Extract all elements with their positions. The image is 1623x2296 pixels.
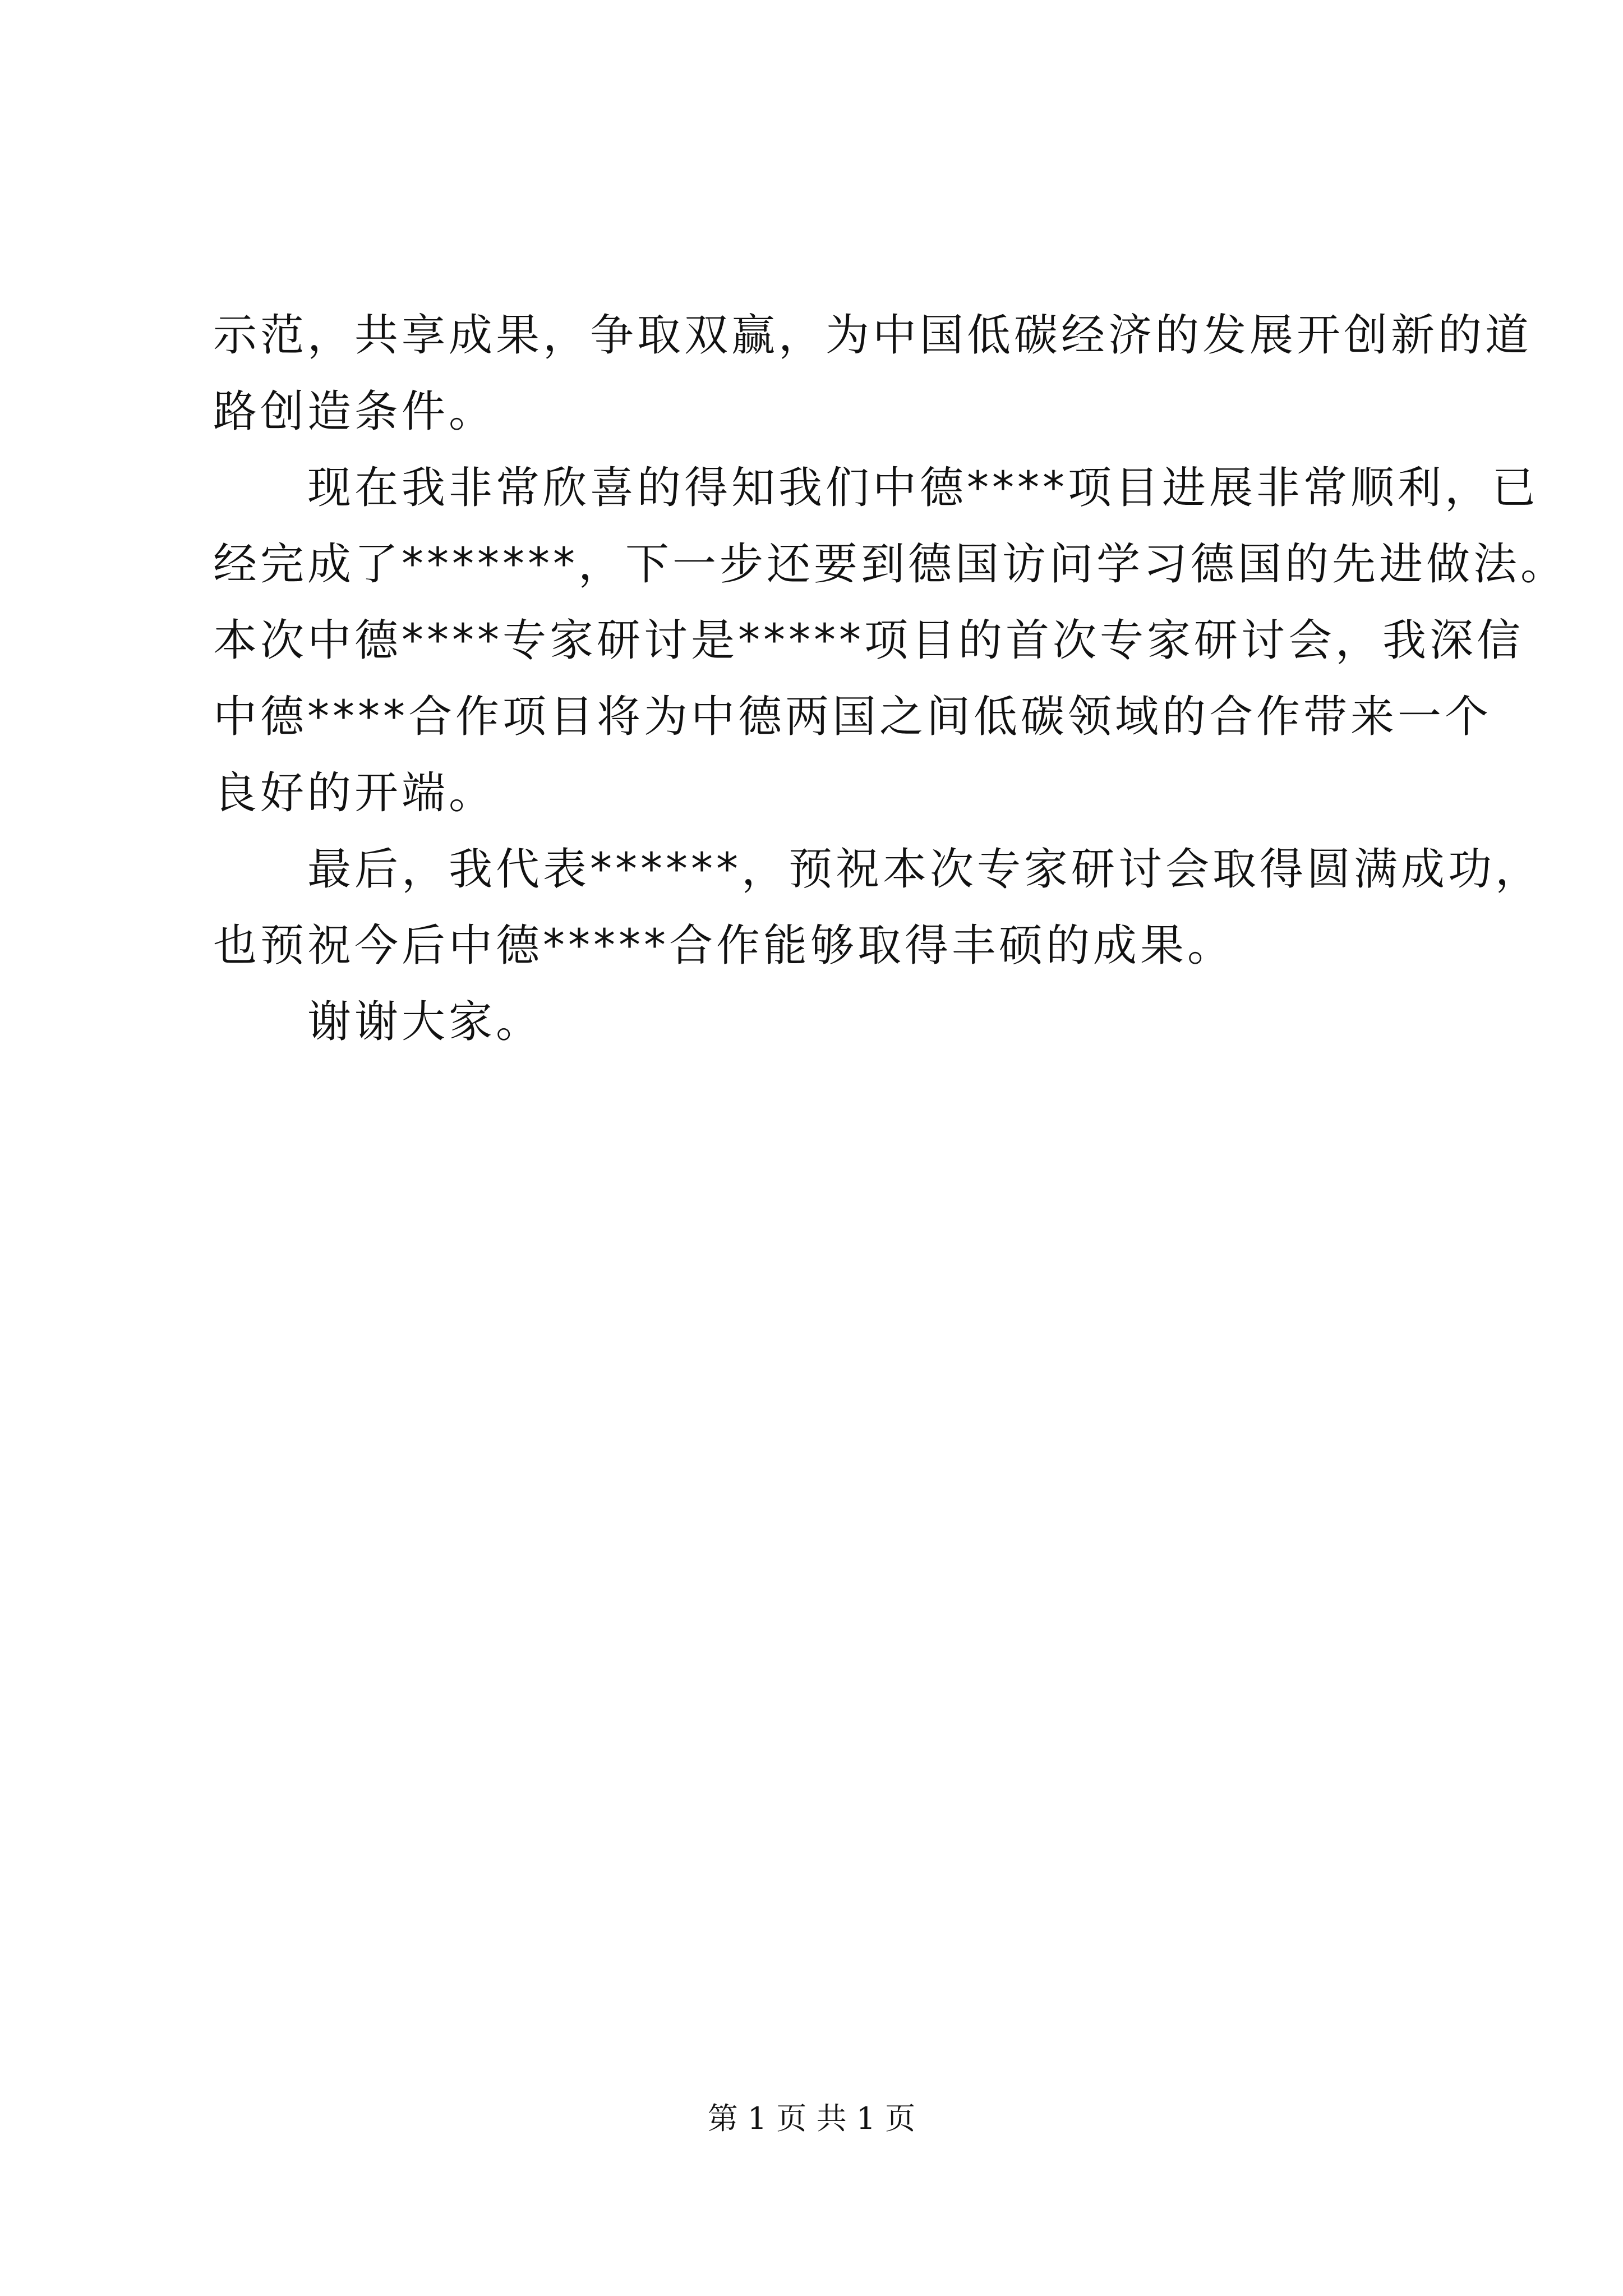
paragraph-line: 现在我非常欣喜的得知我们中德****项目进展非常顺利，已 — [307, 463, 1539, 513]
document-body — [213, 297, 1568, 1060]
paragraph-line: 中德****合作项目将为中德两国之间低碳领域的合作带来一个 — [213, 692, 1492, 742]
paragraph-line: 路创造条件。 — [213, 386, 496, 437]
paragraph-line: 示范，共享成果，争取双赢，为中国低碳经济的发展开创新的道 — [213, 310, 1533, 361]
paragraph-line: 最后，我代表******，预祝本次专家研讨会取得圆满成功， — [307, 844, 1543, 895]
paragraph-line: 经完成了*******，下一步还要到德国访问学习德国的先进做法。 — [213, 539, 1568, 590]
paragraph-line: 良好的开端。 — [213, 768, 496, 818]
page-number-footer: 第 1 页 共 1 页 — [707, 2101, 916, 2136]
paragraph-line: 谢谢大家。 — [307, 997, 543, 1047]
paragraph-line: 也预祝今后中德*****合作能够取得丰硕的成果。 — [213, 921, 1235, 971]
paragraph-line: 本次中德****专家研讨是*****项目的首次专家研讨会，我深信 — [213, 615, 1524, 666]
